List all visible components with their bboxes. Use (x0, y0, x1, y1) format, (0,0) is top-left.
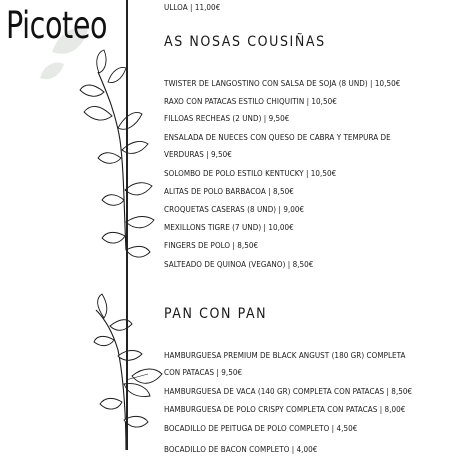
menu-item: MEXILLONS TIGRE (7 UND) | 10,00€ (164, 223, 294, 232)
menu-item: CROQUETAS CASERAS (8 UND) | 9,00€ (164, 205, 305, 214)
menu-item: HAMBURGUESA PREMIUM DE BLACK ANGUST (180 GR) COMPLETA CON PATACAS | 9,50€ (164, 351, 406, 377)
menu-item: TWISTER DE LANGOSTINO CON SALSA DE SOJA (8 UND) | 10,50€ (164, 79, 401, 88)
menu-item: RAXO CON PATACAS ESTILO CHIQUITIN | 10,50€ (164, 97, 337, 106)
menu-item: HAMBURGUESA DE POLO CRISPY COMPLETA CON PATACAS | 8,00€ (164, 405, 406, 414)
botanical-illustration (0, 0, 180, 450)
page-title: Picoteo (6, 4, 108, 47)
menu-item: BOCADILLO DE BACON COMPLETO | 4,00€ (164, 445, 318, 454)
menu-item: BOCADILLO DE PEITUGA DE POLO COMPLETO | 4,50€ (164, 424, 358, 433)
menu-item: FINGERS DE POLO | 8,50€ (164, 241, 259, 250)
menu-item: FILLOAS RECHEAS (2 UND) | 9,50€ (164, 114, 290, 123)
vertical-divider (126, 0, 128, 450)
menu-item: HAMBURGUESA DE VACA (140 GR) COMPLETA CON PATACAS | 8,50€ (164, 387, 413, 396)
section-title-as-nosas-cousinas: AS NOSAS COUSIÑAS (164, 34, 326, 50)
menu-item: SOLOMBO DE POLO ESTILO KENTUCKY | 10,50€ (164, 169, 337, 178)
section-title-pan-con-pan: PAN CON PAN (164, 306, 268, 322)
menu-item: ENSALADA DE NUECES CON QUESO DE CABRA Y TEMPURA DE VERDURAS | 9,50€ (164, 133, 391, 159)
menu-item: ALITAS DE POLO BARBACOA | 8,50€ (164, 187, 294, 196)
menu-item: SALTEADO DE QUINOA (VEGANO) | 8,50€ (164, 260, 314, 269)
menu-item: ULLOA | 11,00€ (164, 3, 221, 12)
